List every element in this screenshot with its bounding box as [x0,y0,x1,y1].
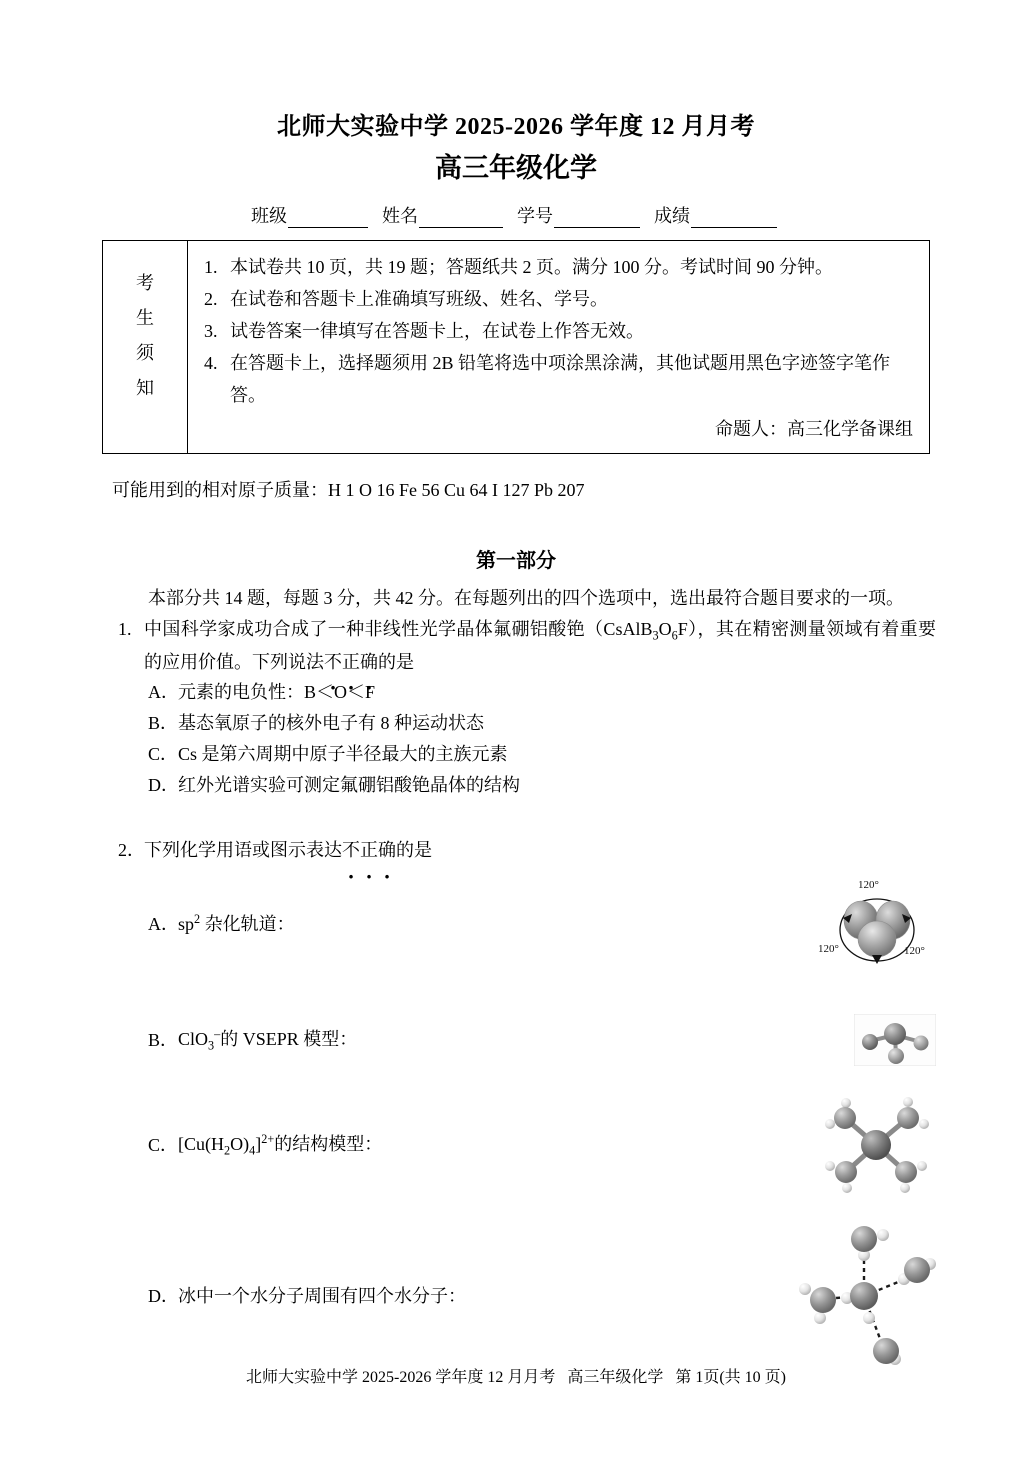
opt-a-superscript: 2 [194,911,201,926]
option-key: C． [148,1134,179,1155]
option-text [178,909,806,940]
notice-item-number: 3. [204,320,218,341]
field-student-id-label: 学号 [517,205,553,226]
student-info-fields [0,186,1032,228]
part-one-instructions: 本部分共 14 题，每题 3 分，共 42 分。在每题列出的四个选项中，选出最符合题目要求的一项。 [148,587,904,608]
opt-c-suffix: 的结构模型： [274,1133,383,1154]
q1-stem-part-c: 的是 [378,651,414,672]
q1-subscript-3: 3 [652,628,659,643]
page-footer [0,1364,1032,1387]
field-student-id-blank[interactable] [554,210,640,228]
option-text: 冰中一个水分子周围有四个水分子： [178,1285,466,1306]
q2-stem-part-b: 的是 [396,840,432,861]
question-1-stem [118,614,936,678]
field-student-id [517,202,644,228]
option-text [178,1024,844,1057]
spacer [118,1194,936,1218]
q2-stem-part-a: 下列化学用语或图示表达 [144,840,342,861]
opt-c-sub-4: 4 [249,1143,256,1158]
option-text: Cs 是第六周期中原子半径最大的主族元素 [178,744,508,765]
field-class-blank[interactable] [288,210,368,228]
relative-atomic-masses: 可能用到的相对原子质量：H 1 O 16 Fe 56 Cu 64 I 127 Pb 207 [112,479,585,500]
notice-item-text: 试卷答案一律填写在答题卡上，在试卷上作答无效。 [230,320,644,341]
q1-stem-part-b: F），其在精密测量领域有着重要的应用价值。下列说法 [144,618,936,672]
emph-char: 不 [342,840,360,861]
question-1-option-c[interactable] [118,739,936,770]
question-2-number: 2． [118,840,145,861]
exam-notice-box [102,240,930,454]
option-text: 红外光谱实验可测定氟硼铝酸铯晶体的结构 [178,775,520,796]
opt-c-mid: O) [230,1133,250,1154]
notice-item-number: 4. [204,352,218,373]
q1-emphasis-incorrect [324,652,378,672]
field-score-blank[interactable] [691,210,777,228]
option-key: D． [148,1285,179,1306]
question-1-text [144,614,936,678]
question-2 [0,835,1032,1366]
notice-item [204,315,917,347]
option-text: 基态氧原子的核外电子有 8 种运动状态 [178,713,484,734]
clo3-vsepr-model [854,1014,936,1066]
notice-side-char-3: 须 [136,342,154,363]
question-2-option-a[interactable] [118,872,936,976]
emph-char: 正 [342,651,360,672]
cu-aqua-complex-model [816,1096,936,1194]
option-text [178,1129,810,1162]
part-one-title: 第一部分 [476,549,556,572]
notice-side-label [103,241,188,453]
field-name [382,202,507,228]
emph-char: 不 [324,651,342,672]
question-1-option-a[interactable] [118,677,936,708]
field-score-label: 成绩 [654,205,690,226]
notice-content [188,241,929,453]
opt-b-prefix: ClO [178,1028,209,1049]
opt-c-sub-2: 2 [224,1143,231,1158]
option-key: B． [148,713,179,734]
question-2-option-b[interactable] [118,1014,936,1066]
question-2-text [144,835,936,866]
question-2-stem [118,835,936,866]
option-key: A． [148,913,179,934]
q1-subscript-6: 6 [671,628,678,643]
notice-item-text: 在答题卡上，选择题须用 2B 铅笔将选中项涂黑涂满，其他试题用黑色字迹签字笔作答。 [230,352,891,405]
notice-item-number: 1. [204,256,218,277]
q1-stem-o: O [658,618,672,639]
question-1-number: 1. [118,618,132,639]
notice-author: 命题人：高三化学备课组 [715,418,913,439]
opt-b-suffix: 的 VSEPR 模型： [220,1028,358,1049]
notice-side-char-4: 知 [136,377,154,398]
opt-c-charge: 2+ [261,1131,275,1146]
notice-item [204,283,917,315]
ice-hydrogen-bond-model [790,1226,936,1366]
opt-a-prefix: sp [178,913,195,934]
sp2-angle-label-top: 120° [858,879,879,892]
notice-side-char-1: 考 [136,272,154,293]
option-key: B． [148,1029,179,1050]
notice-item [204,347,917,411]
question-1 [0,614,1032,801]
opt-a-suffix: 杂化轨道： [200,913,295,934]
spacer [118,976,936,1000]
page-title: 北师大实验中学 2025-2026 学年度 12 月月考 [277,114,755,140]
opt-b-charge: – [214,1026,221,1041]
notice-item-text: 本试卷共 10 页，共 19 题；答题纸共 2 页。满分 100 分。考试时间 90 分钟。 [230,256,833,277]
emph-char: 确 [360,651,378,672]
field-class [251,202,372,228]
option-text: 元素的电负性：B＜O＜F [178,682,376,703]
q2-emphasis-incorrect [342,840,396,860]
sp2-angle-label-right: 120° [904,945,925,958]
spacer [0,801,1032,835]
field-name-blank[interactable] [419,210,503,228]
exam-notice-section [102,228,930,454]
question-2-option-c[interactable] [118,1096,936,1194]
spacer [118,1066,936,1090]
opt-c-bracket: ] [255,1133,262,1154]
field-name-label: 姓名 [382,205,418,226]
field-class-label: 班级 [251,205,287,226]
option-key: C． [148,744,179,765]
notice-item-text: 在试卷和答题卡上准确填写班级、姓名、学号。 [230,288,608,309]
opt-c-prefix: [Cu(H [178,1133,224,1154]
notice-item-number: 2. [204,288,218,309]
opt-b-subscript: 3 [208,1038,215,1053]
notice-item [204,251,917,283]
sp2-hybrid-orbital-diagram [818,872,936,976]
question-2-option-d[interactable] [118,1226,936,1366]
question-1-option-d[interactable] [118,770,936,801]
emph-char: 正 [360,840,378,861]
page-footer-text: 北师大实验中学 2025-2026 学年度 12 月月考 高三年级化学 第 1页(共 10 页) [246,1369,786,1386]
q1-stem-part-a: 中国科学家成功合成了一种非线性光学晶体氟硼铝酸铯（CsAlB [144,618,653,639]
notice-side-char-2: 生 [136,307,154,328]
sp2-angle-label-left: 120° [818,943,839,956]
emph-char: 确 [378,840,396,861]
option-key: D． [148,775,179,796]
page-subtitle: 高三年级化学 [435,153,597,183]
field-score [654,202,781,228]
option-key: A． [148,682,179,703]
question-1-option-b[interactable] [118,708,936,739]
